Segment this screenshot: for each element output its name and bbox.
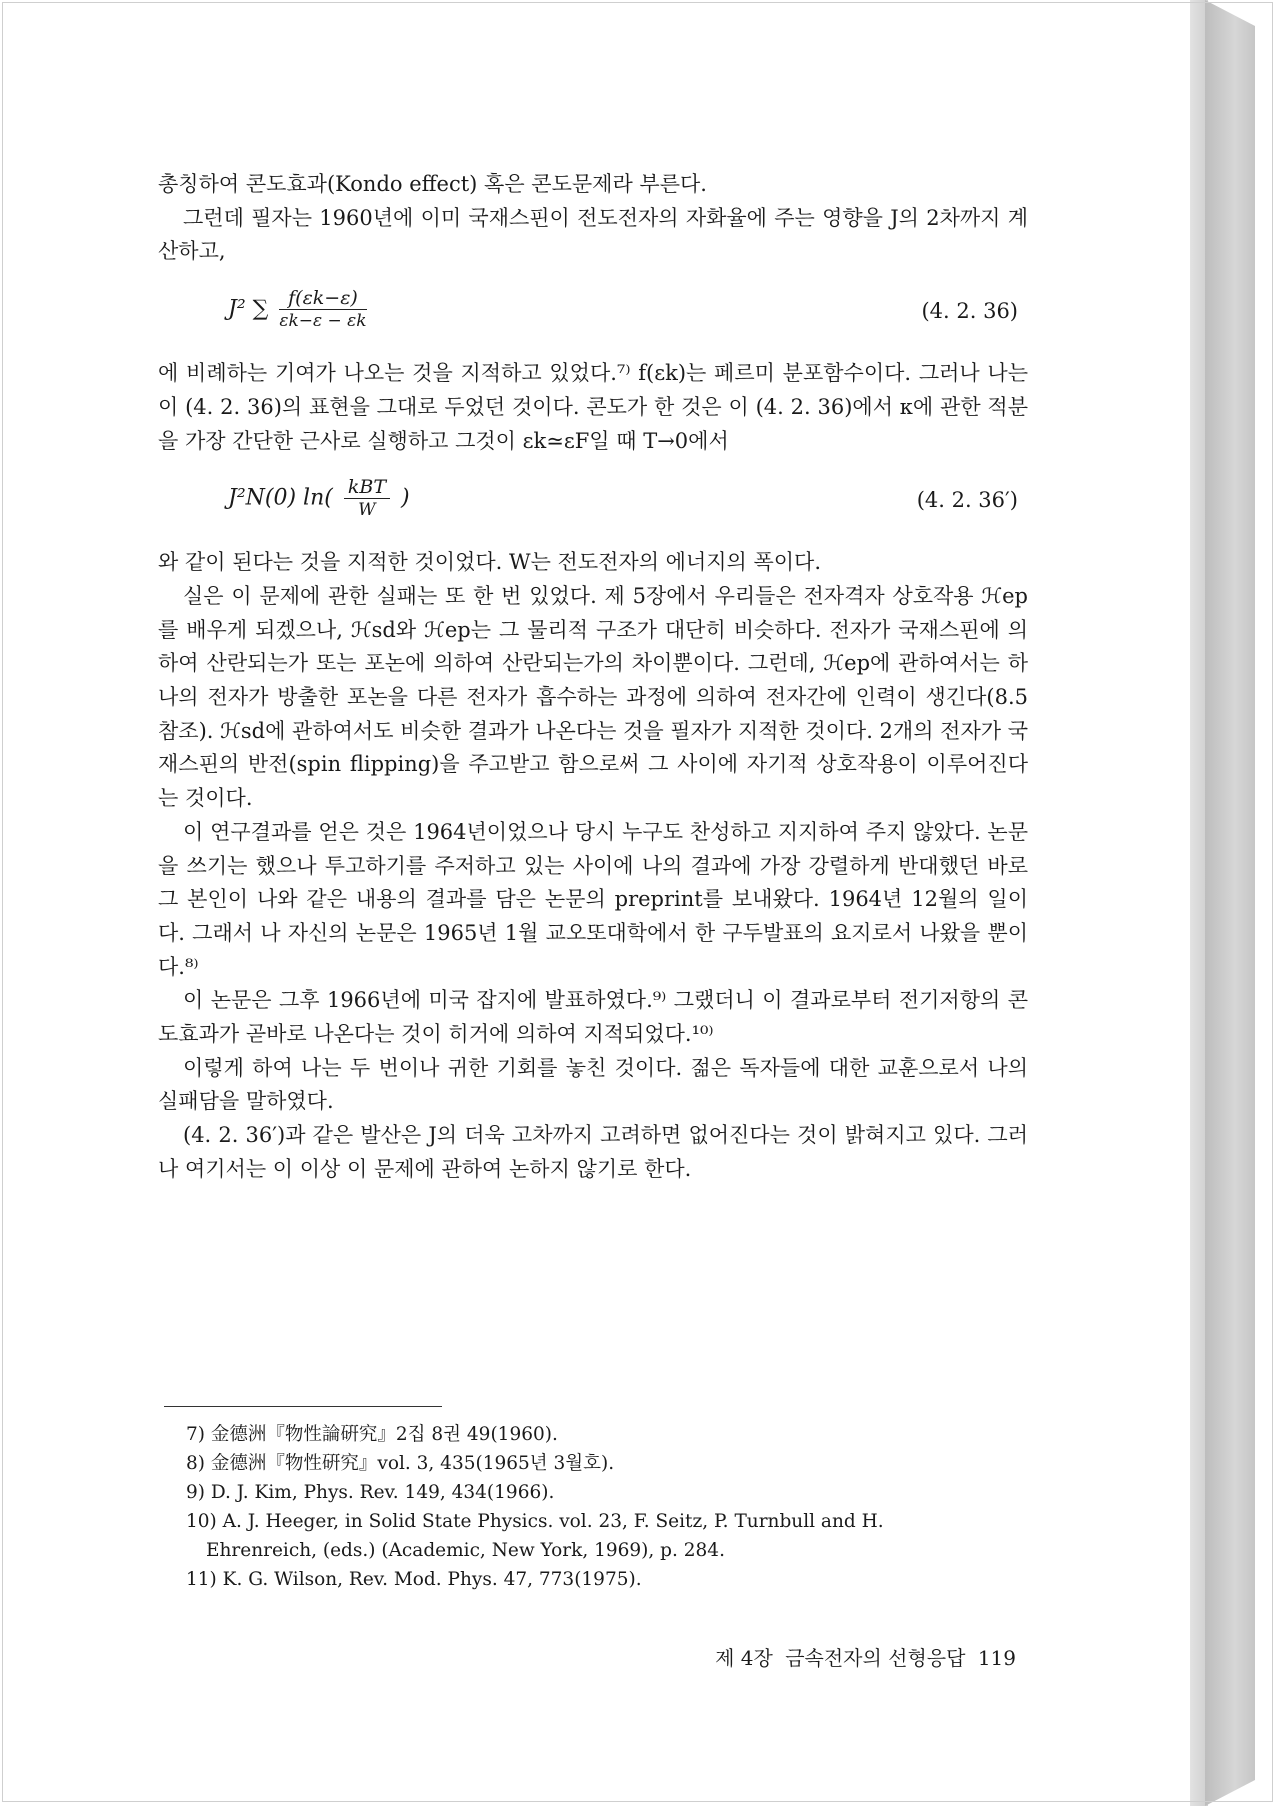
footnote: 7) 金德洲『物性論硏究』2집 8권 49(1960). [186, 1424, 558, 1445]
chapter-title: 금속전자의 선형응답 [785, 1646, 966, 1670]
equation-4-2-36-prime [158, 458, 1028, 546]
paragraph: 와 같이 된다는 것을 지적한 것이었다. W는 전도전자의 에너지의 폭이다. [158, 550, 822, 575]
equation-prefix: J²N(0) ln( [228, 485, 333, 511]
footnotes [186, 1420, 1028, 1594]
paragraph: 총칭하여 콘도효과(Kondo effect) 혹은 콘도문제라 부른다. [158, 172, 707, 196]
paragraph: 그런데 필자는 1960년에 이미 국재스핀이 전도전자의 자화율에 주는 영향을 J의 2차까지 계산하고, [158, 205, 1028, 264]
equation-number: (4. 2. 36′) [916, 488, 1018, 513]
paragraph: 에 비례하는 기여가 나오는 것을 지적하고 있었다.⁷⁾ f(εk)는 페르미 분포함수이다. 그러나 나는 이 (4. 2. 36)의 표현을 그대로 두었던 것이다. 콘도가 한 것은 이 (4. 2. 36)에서 κ에 관한 적분을 가장 간단한 근사로 실행하고 그것이 εk≃εF일 때 T→0에서 [158, 361, 1028, 453]
chapter-label: 제 4장 [715, 1646, 773, 1670]
equation-lhs [228, 287, 371, 332]
equation-lhs [228, 476, 410, 521]
equation-numerator: f(εk−ε) [279, 287, 366, 310]
footnote: 9) D. J. Kim, Phys. Rev. 149, 434(1966). [186, 1482, 555, 1503]
footnote: 11) K. G. Wilson, Rev. Mod. Phys. 47, 773(1975). [186, 1569, 642, 1590]
footnote-continuation: Ehrenreich, (eds.) (Academic, New York, 1969), p. 284. [206, 1540, 725, 1561]
equation-denominator: W [358, 500, 376, 521]
body-text [158, 168, 1028, 1187]
running-footer [616, 1642, 1016, 1671]
paragraph: (4. 2. 36′)과 같은 발산은 J의 더욱 고차까지 고려하면 없어진다는 것이 밝혀지고 있다. 그러나 여기서는 이 이상 이 문제에 관하여 논하지 않기로 한다. [158, 1123, 1028, 1181]
footnote: 8) 金德洲『物性硏究』vol. 3, 435(1965년 3월호). [186, 1453, 615, 1474]
equation-4-2-36 [158, 269, 1028, 357]
equation-numerator: kBT [344, 476, 390, 499]
equation-fraction [279, 287, 366, 332]
equation-fraction [344, 476, 390, 521]
page-number: 119 [977, 1646, 1016, 1670]
paragraph: 이 논문은 그후 1966년에 미국 잡지에 발표하였다.⁹⁾ 그랬더니 이 결과로부터 전기저항의 콘도효과가 곧바로 나온다는 것이 히거에 의하여 지적되었다.¹⁰⁾ [158, 988, 1028, 1047]
equation-prefix: J² ∑ [228, 296, 269, 322]
footnote: 10) A. J. Heeger, in Solid State Physics. vol. 23, F. Seitz, P. Turnbull and H. [186, 1511, 884, 1532]
paragraph: 이렇게 하여 나는 두 번이나 귀한 기회를 놓친 것이다. 젊은 독자들에 대한 교훈으로서 나의 실패담을 말하였다. [158, 1055, 1028, 1114]
paragraph: 실은 이 문제에 관한 실패는 또 한 번 있었다. 제 5장에서 우리들은 전자격자 상호작용 ℋep를 배우게 되겠으나, ℋsd와 ℋep는 그 물리적 구조가 대단히 비슷하다. 전자가 국재스핀에 의하여 산란되는가 또는 포논에 의하여 산란되는가의 차이뿐이다. 그런데, ℋep에 관하여서는 하나의 전자가 방출한 포논을 다른 전자가 흡수하는 과정에 의하여 전자간에 인력이 생긴다(8.5 참조). ℋsd에 관하여서도 비슷한 결과가 나온다는 것을 필자가 지적한 것이다. 2개의 전자가 국재스핀의 반전(spin flipping)을 주고받고 함으로써 그 사이에 자기적 상호작용이 이루어진다는 것이다. [158, 583, 1028, 811]
equation-denominator: εk−ε − εk [279, 311, 367, 332]
equation-suffix: ) [401, 485, 410, 511]
footnote-divider [164, 1406, 442, 1407]
paragraph: 이 연구결과를 얻은 것은 1964년이었으나 당시 누구도 찬성하고 지지하여 주지 않았다. 논문을 쓰기는 했으나 투고하기를 주저하고 있는 사이에 나의 결과에 가장 강렬하게 반대했던 바로 그 본인이 나와 같은 내용의 결과를 담은 논문의 preprint를 보내왔다. 1964년 12월의 일이다. 그래서 나 자신의 논문은 1965년 1월 교오또대학에서 한 구두발표의 요지로서 나왔을 뿐이다.⁸⁾ [158, 819, 1028, 979]
equation-number: (4. 2. 36) [921, 299, 1018, 324]
